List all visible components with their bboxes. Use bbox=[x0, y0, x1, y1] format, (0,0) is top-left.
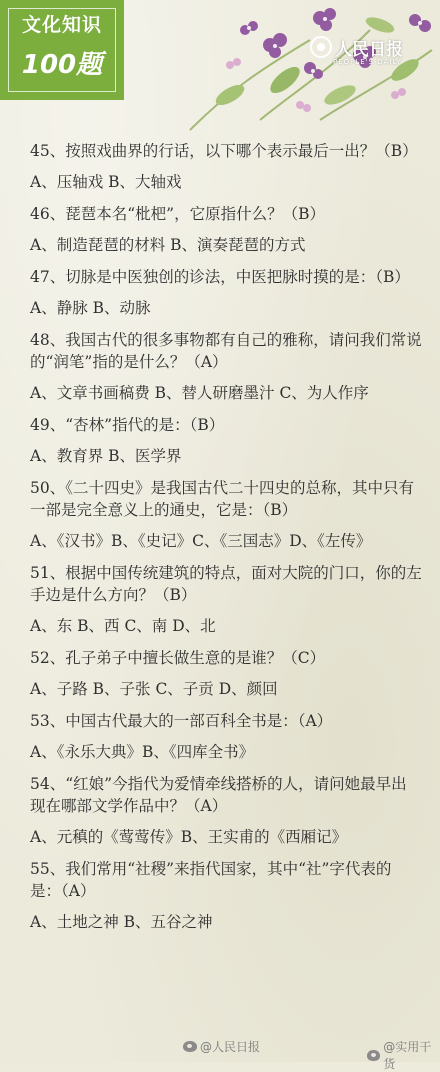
qa-item bbox=[30, 647, 422, 700]
logo-mark-icon bbox=[310, 36, 332, 58]
badge-title: 文化知识 bbox=[21, 14, 102, 36]
question: 45、按照戏曲界的行话，以下哪个表示最后一出？（B） bbox=[30, 142, 418, 160]
weibo-icon bbox=[183, 1041, 197, 1052]
options: A、静脉 B、动脉 bbox=[30, 299, 151, 317]
footer-watermark-left bbox=[183, 1038, 260, 1055]
options: A、《永乐大典》B、《四库全书》 bbox=[30, 743, 255, 761]
logo-text: 人民日报 bbox=[335, 39, 403, 60]
qa-item bbox=[30, 329, 422, 404]
qa-item bbox=[30, 414, 422, 467]
options: A、土地之神 B、五谷之神 bbox=[30, 913, 213, 931]
qa-item bbox=[30, 266, 422, 319]
footer-left-text: @人民日报 bbox=[200, 1040, 261, 1054]
footer-watermark-right bbox=[367, 1038, 440, 1072]
qa-item bbox=[30, 773, 422, 848]
qa-item bbox=[30, 140, 422, 193]
question: 49、“杏林”指代的是：（B） bbox=[30, 416, 225, 434]
qa-list bbox=[30, 140, 422, 943]
question: 47、切脉是中医独创的诊法，中医把脉时摸的是：（B） bbox=[30, 268, 410, 286]
options: A、《汉书》B、《史记》C、《三国志》D、《左传》 bbox=[30, 532, 372, 550]
question: 54、“红娘”今指代为爱情牵线搭桥的人，请问她最早出现在哪部文学作品中？（A） bbox=[30, 775, 407, 815]
peoples-daily-logo bbox=[310, 34, 403, 60]
badge-subtitle: 100题 bbox=[21, 50, 103, 80]
question: 51、根据中国传统建筑的特点，面对大院的门口，你的左手边是什么方向？（B） bbox=[30, 564, 422, 604]
options: A、制造琵琶的材料 B、演奏琵琶的方式 bbox=[30, 236, 306, 254]
options: A、东 B、西 C、南 D、北 bbox=[30, 617, 216, 635]
qa-item bbox=[30, 203, 422, 256]
qa-item bbox=[30, 562, 422, 637]
question: 48、我国古代的很多事物都有自己的雅称，请问我们常说的“润笔”指的是什么？（A） bbox=[30, 331, 422, 371]
weibo-icon bbox=[367, 1050, 380, 1061]
floral-decoration bbox=[170, 0, 440, 135]
qa-item bbox=[30, 858, 422, 933]
footer-watermarks bbox=[0, 1038, 440, 1071]
question: 50、《二十四史》是我国古代二十四史的总称，其中只有一部是完全意义上的通史，它是：（B） bbox=[30, 479, 414, 519]
header-badge bbox=[0, 0, 124, 100]
options: A、子路 B、子张 C、子贡 D、颜回 bbox=[30, 680, 278, 698]
question: 52、孔子弟子中擅长做生意的是谁？（C） bbox=[30, 649, 326, 667]
qa-item bbox=[30, 710, 422, 763]
options: A、文章书画稿费 B、替人研磨墨汁 C、为人作序 bbox=[30, 384, 369, 402]
options: A、元稹的《莺莺传》B、王实甫的《西厢记》 bbox=[30, 828, 348, 846]
options: A、压轴戏 B、大轴戏 bbox=[30, 173, 182, 191]
question: 46、琵琶本名“枇杷”，它原指什么？（B） bbox=[30, 205, 325, 223]
footer-right-text: @实用干货 bbox=[383, 1040, 432, 1071]
logo-subtext: PEOPLE'S DAILY bbox=[333, 58, 402, 66]
question: 53、中国古代最大的一部百科全书是：（A） bbox=[30, 712, 333, 730]
options: A、教育界 B、医学界 bbox=[30, 447, 182, 465]
qa-item bbox=[30, 477, 422, 552]
question: 55、我们常用“社稷”来指代国家，其中“社”字代表的是：（A） bbox=[30, 860, 392, 900]
